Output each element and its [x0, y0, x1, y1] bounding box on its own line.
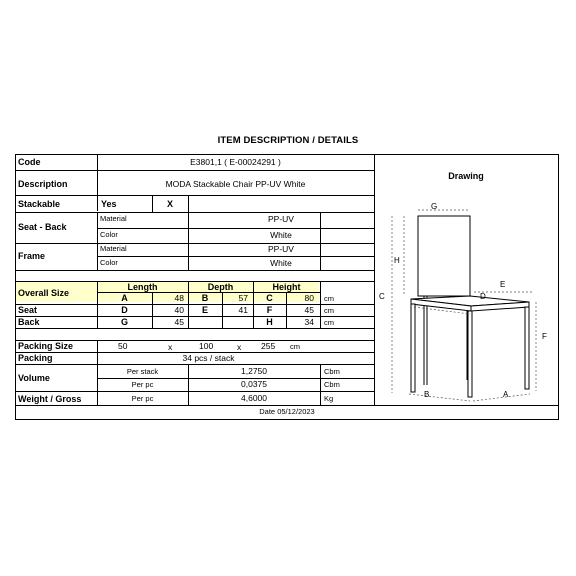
frame-material-value: PP-UV	[268, 244, 294, 254]
volume-label: Volume	[18, 373, 50, 383]
length-header: Length	[127, 282, 158, 292]
back-label: Back	[18, 317, 40, 327]
document-title: ITEM DESCRIPTION / DETAILS	[217, 135, 359, 146]
chair-drawing	[374, 195, 558, 405]
drawing-letter-f: F	[542, 332, 547, 341]
volume-per-stack-label: Per stack	[126, 367, 159, 376]
packing-size-label: Packing Size	[18, 341, 74, 351]
seat-color-value: White	[270, 230, 292, 240]
volume-per-stack-unit: Cbm	[324, 367, 340, 376]
back-g: G	[120, 317, 128, 327]
seat-e: E	[201, 305, 208, 315]
seat-e-value: 41	[238, 305, 248, 315]
packing-size-x2: x	[237, 342, 242, 352]
drawing-letter-e: E	[500, 280, 506, 289]
seat-d: D	[121, 305, 128, 315]
seat-d-value: 40	[174, 305, 184, 315]
packing-size-x1: x	[168, 342, 173, 352]
packing-size-length: 50	[118, 341, 128, 351]
packing-size-height: 255	[261, 341, 276, 351]
frame-color-value: White	[270, 258, 292, 268]
drawing-letter-g: G	[431, 202, 438, 211]
overall-unit: cm	[324, 294, 334, 303]
seat-f: F	[266, 305, 273, 315]
seat-back-label: Seat - Back	[18, 222, 67, 232]
packing-size-unit: cm	[290, 342, 300, 351]
volume-per-pc-value: 0,0375	[241, 379, 267, 389]
weight-label: Weight / Gross	[18, 394, 82, 404]
back-unit: cm	[324, 318, 334, 327]
code-value: E3801,1 ( E-00024291 )	[190, 157, 281, 167]
seat-color-label: Color	[100, 230, 118, 239]
volume-per-pc-unit: Cbm	[324, 380, 340, 389]
description-label: Description	[18, 179, 68, 189]
seat-unit: cm	[324, 306, 334, 315]
frame-color-label: Color	[100, 258, 118, 267]
frame-label: Frame	[18, 251, 46, 261]
overall-c-value: 80	[304, 293, 314, 303]
packing-size-width: 100	[199, 341, 214, 351]
packing-value: 34 pcs / stack	[182, 353, 235, 363]
drawing-letter-h: H	[394, 256, 400, 265]
depth-header: Depth	[207, 282, 234, 292]
back-h-value: 34	[304, 317, 314, 327]
overall-a: A	[121, 293, 128, 303]
frame-material-label: Material	[100, 244, 127, 253]
weight-value: 4,6000	[241, 393, 267, 403]
seat-label: Seat	[18, 305, 38, 315]
weight-unit: Kg	[324, 394, 334, 403]
overall-b-value: 57	[238, 293, 248, 303]
seat-material-value: PP-UV	[268, 214, 294, 224]
seat-material-label: Material	[100, 214, 127, 223]
drawing-label: Drawing	[448, 171, 484, 181]
stackable-yes: Yes	[101, 199, 117, 209]
drawing-letter-c: C	[379, 292, 385, 301]
drawing-letter-a: A	[503, 390, 509, 399]
volume-per-stack-value: 1,2750	[241, 366, 267, 376]
overall-b: B	[201, 293, 209, 303]
overall-c: C	[266, 293, 273, 303]
weight-per-pc-label: Per pc	[131, 394, 154, 403]
drawing-letter-d: D	[480, 292, 486, 301]
drawing-letter-b: B	[424, 390, 430, 399]
overall-a-value: 48	[174, 293, 184, 303]
description-value: MODA Stackable Chair PP-UV White	[165, 179, 306, 189]
back-h: H	[266, 317, 273, 327]
seat-f-value: 45	[304, 305, 314, 315]
volume-per-pc-label: Per pc	[131, 380, 154, 389]
packing-label: Packing	[18, 353, 53, 363]
code-label: Code	[18, 157, 41, 167]
height-header: Height	[272, 282, 301, 292]
back-g-value: 45	[174, 317, 184, 327]
stackable-mark: X	[166, 199, 173, 209]
stackable-label: Stackable	[18, 199, 61, 209]
date-label: Date 05/12/2023	[259, 407, 315, 416]
overall-size-label: Overall Size	[18, 288, 70, 298]
